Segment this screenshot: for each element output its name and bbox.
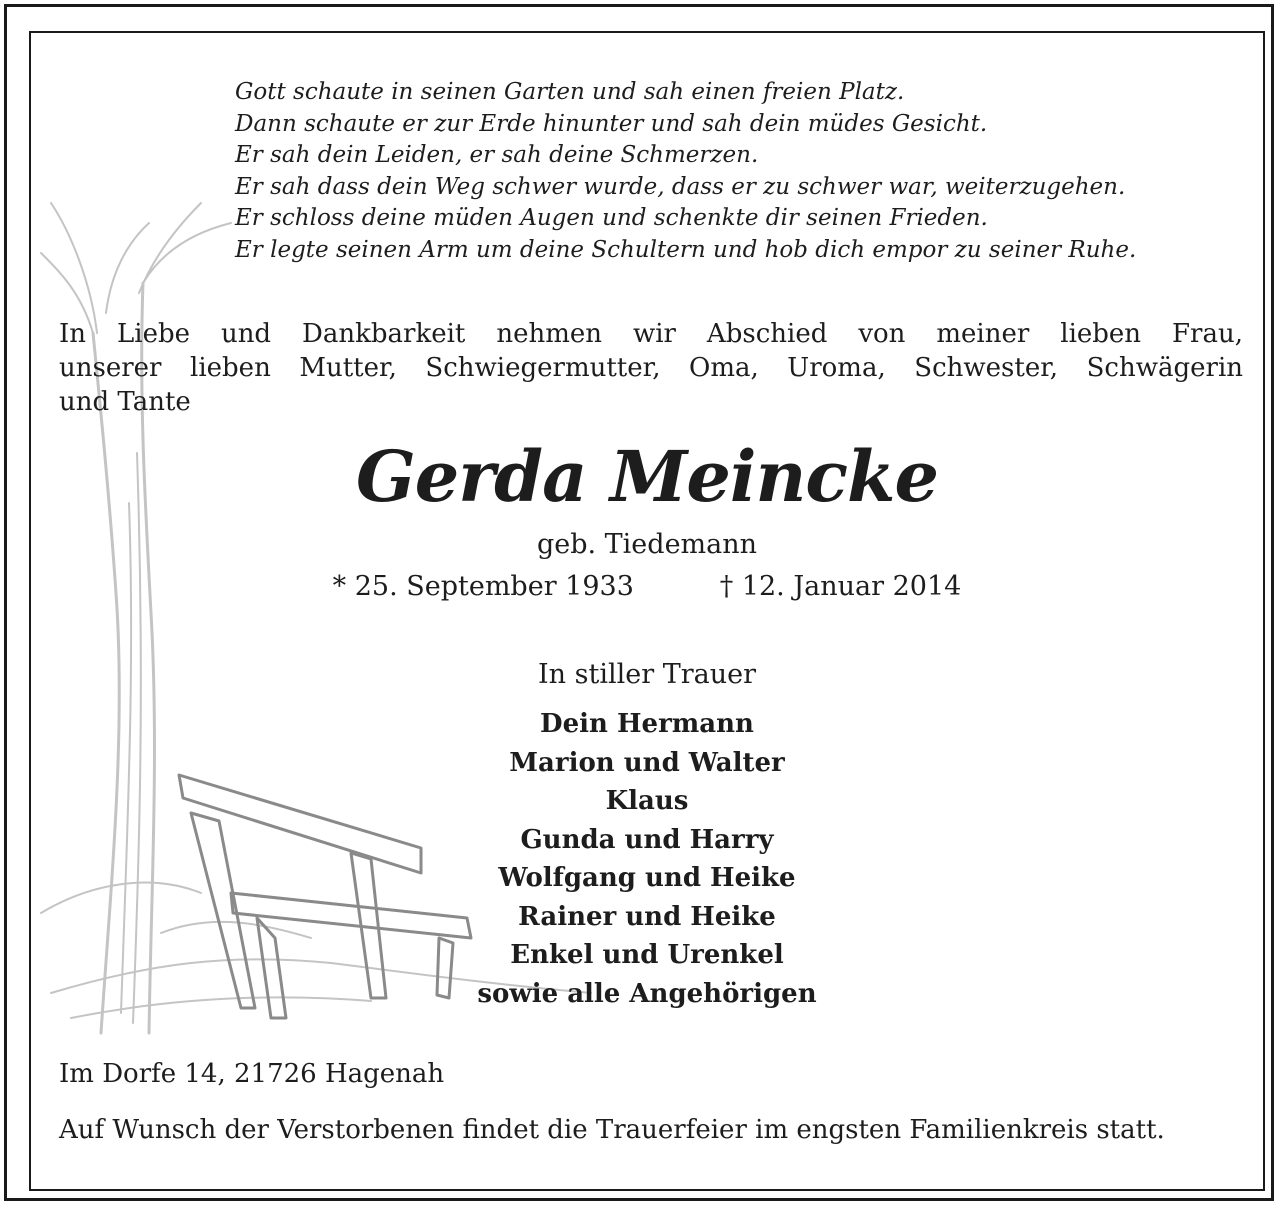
poem bbox=[235, 77, 1255, 266]
intro-paragraph bbox=[59, 317, 1243, 419]
mourner: Wolfgang und Heike bbox=[498, 863, 796, 893]
intro-line: In Liebe und Dankbarkeit nehmen wir Abschied von meiner lieben Frau, bbox=[59, 319, 1243, 349]
poem-line: Er sah dein Leiden, er sah deine Schmerzen. bbox=[235, 142, 759, 168]
mourner: Gunda und Harry bbox=[520, 824, 774, 855]
birth-date: * 25. September 1933 bbox=[332, 571, 634, 602]
mourner: sowie alle Angehörigen bbox=[477, 978, 817, 1009]
poem-line: Er sah dass dein Weg schwer wurde, dass er zu schwer war, weiterzugehen. bbox=[235, 173, 1126, 200]
poem-line: Er schloss deine müden Augen und schenkte dir seinen Frieden. bbox=[235, 205, 988, 231]
death-date: † 12. Januar 2014 bbox=[719, 571, 962, 602]
obituary-frame bbox=[29, 31, 1265, 1191]
deceased-name: Gerda Meincke bbox=[355, 435, 939, 518]
mourner: Enkel und Urenkel bbox=[510, 940, 784, 970]
born-name: geb. Tiedemann bbox=[536, 529, 758, 560]
intro-line: unserer lieben Mutter, Schwiegermutter, Oma, Uroma, Schwester, Schwägerin bbox=[59, 353, 1243, 383]
poem-line: Gott schaute in seinen Garten und sah einen freien Platz. bbox=[235, 79, 905, 105]
mourner: Klaus bbox=[605, 786, 689, 816]
outer-border bbox=[4, 4, 1274, 1201]
funeral-note: Auf Wunsch der Verstorbenen findet die Trauerfeier im engsten Familienkreis statt. bbox=[59, 1115, 1165, 1145]
poem-line: Er legte seinen Arm um deine Schultern und hob dich empor zu seiner Ruhe. bbox=[235, 236, 1137, 263]
life-dates bbox=[31, 571, 1263, 602]
mourners-list bbox=[31, 705, 1263, 1013]
address: Im Dorfe 14, 21726 Hagenah bbox=[59, 1059, 445, 1089]
intro-line: und Tante bbox=[59, 387, 191, 417]
mourning-heading: In stiller Trauer bbox=[537, 659, 756, 690]
poem-line: Dann schaute er zur Erde hinunter und sah dein müdes Gesicht. bbox=[235, 110, 988, 137]
mourner: Dein Hermann bbox=[540, 709, 754, 739]
mourner: Marion und Walter bbox=[509, 747, 785, 778]
mourner: Rainer und Heike bbox=[518, 901, 776, 932]
